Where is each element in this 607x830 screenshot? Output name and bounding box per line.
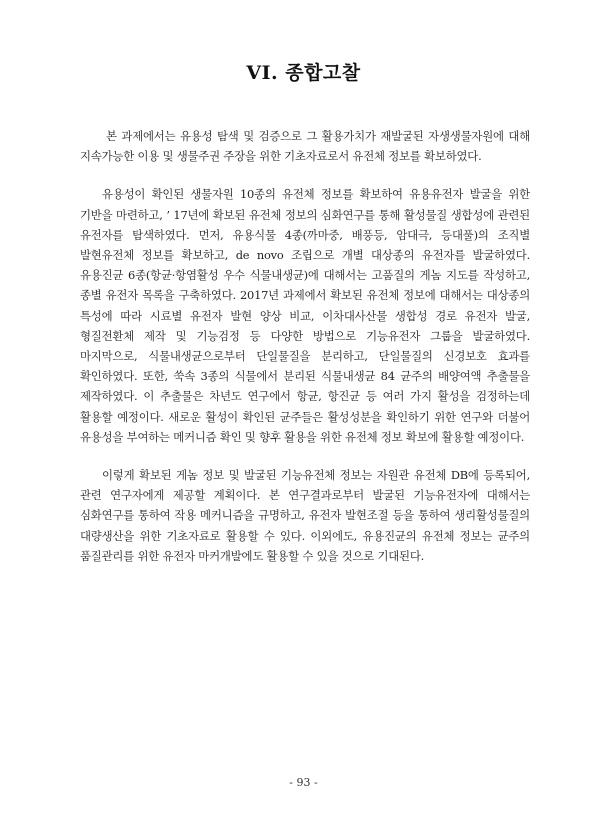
paragraph-1: 본 과제에서는 유용성 탐색 및 검증으로 그 활용가치가 재발굴된 자생생물자원에 대해 지속가능한 이용 및 생물주권 주장을 위한 기초자료로서 유전체 정보를 확보하였다. xyxy=(80,129,530,164)
paragraph-3: 이렇게 확보된 게놈 정보 및 발굴된 기능유전체 정보는 자원관 유전체 DB에 등록되어, 관련 연구자에게 제공할 계획이다. 본 연구결과로부터 발굴된 기능유전자에 대해서는 심화연구를 통하여 작용 메커니즘을 규명하고, 유전자 발현조절 등을 통하여 생리활성물질의 대량생산을 위한 기초자료로 활용할 수 있다. 이외에도, 유용진균의 유전체 정보는 균주의 품질관리를 위한 유전자 마커개발에도 활용할 수 있을 것으로 기대된다. xyxy=(80,468,530,563)
body-text xyxy=(80,126,530,584)
page-title: VI. 종합고찰 xyxy=(246,62,361,84)
page-number: - 93 - xyxy=(289,776,318,789)
paragraph-2: 유용성이 확인된 생물자원 10종의 유전체 정보를 확보하여 유용유전자 발굴을 위한 기반을 마련하고, ’ 17년에 확보된 유전체 정보의 심화연구를 통해 활성물질 생합성에 관련된 유전자를 탐색하였다. 먼저, 유용식물 4종(까마중, 배풍등, 암대극, 등대풀)의 조직별 발현유전체 정보를 확보하고, de novo 조립으로 개별 대상종의 유전자를 발굴하였다. 유용진균 6종(항균·항염활성 우수 식물내생균)에 대해서는 고품질의 게놈 지도를 작성하고, 종별 유전자 목록을 구축하였다. 2017년 과제에서 확보된 유전체 정보에 대해서는 대상종의 특성에 따라 시료별 유전자 발현 양상 비교, 이차대사산물 생합성 경로 유전자 발굴, 형질전환체 제작 및 기능검정 등 다양한 방법으로 기능유전자 그룹을 발굴하였다. 마지막으로, 식물내생균으로부터 단일물질을 분리하고, 단일물질의 신경보호 효과를 확인하였다. 또한, 쑥속 3종의 식물에서 분리된 식물내생균 84 균주의 배양여액 추출물을 제작하였다. 이 추출물은 차년도 연구에서 항균, 항진균 등 여러 가지 활성을 검정하는데 활용할 예정이다. 새로운 활성이 확인된 균주들은 활성성분을 확인하기 위한 연구와 더불어 유용성을 부여하는 메커니즘 확인 및 향후 활용을 위한 유전체 정보 확보에 활용할 예정이다. xyxy=(80,187,530,444)
